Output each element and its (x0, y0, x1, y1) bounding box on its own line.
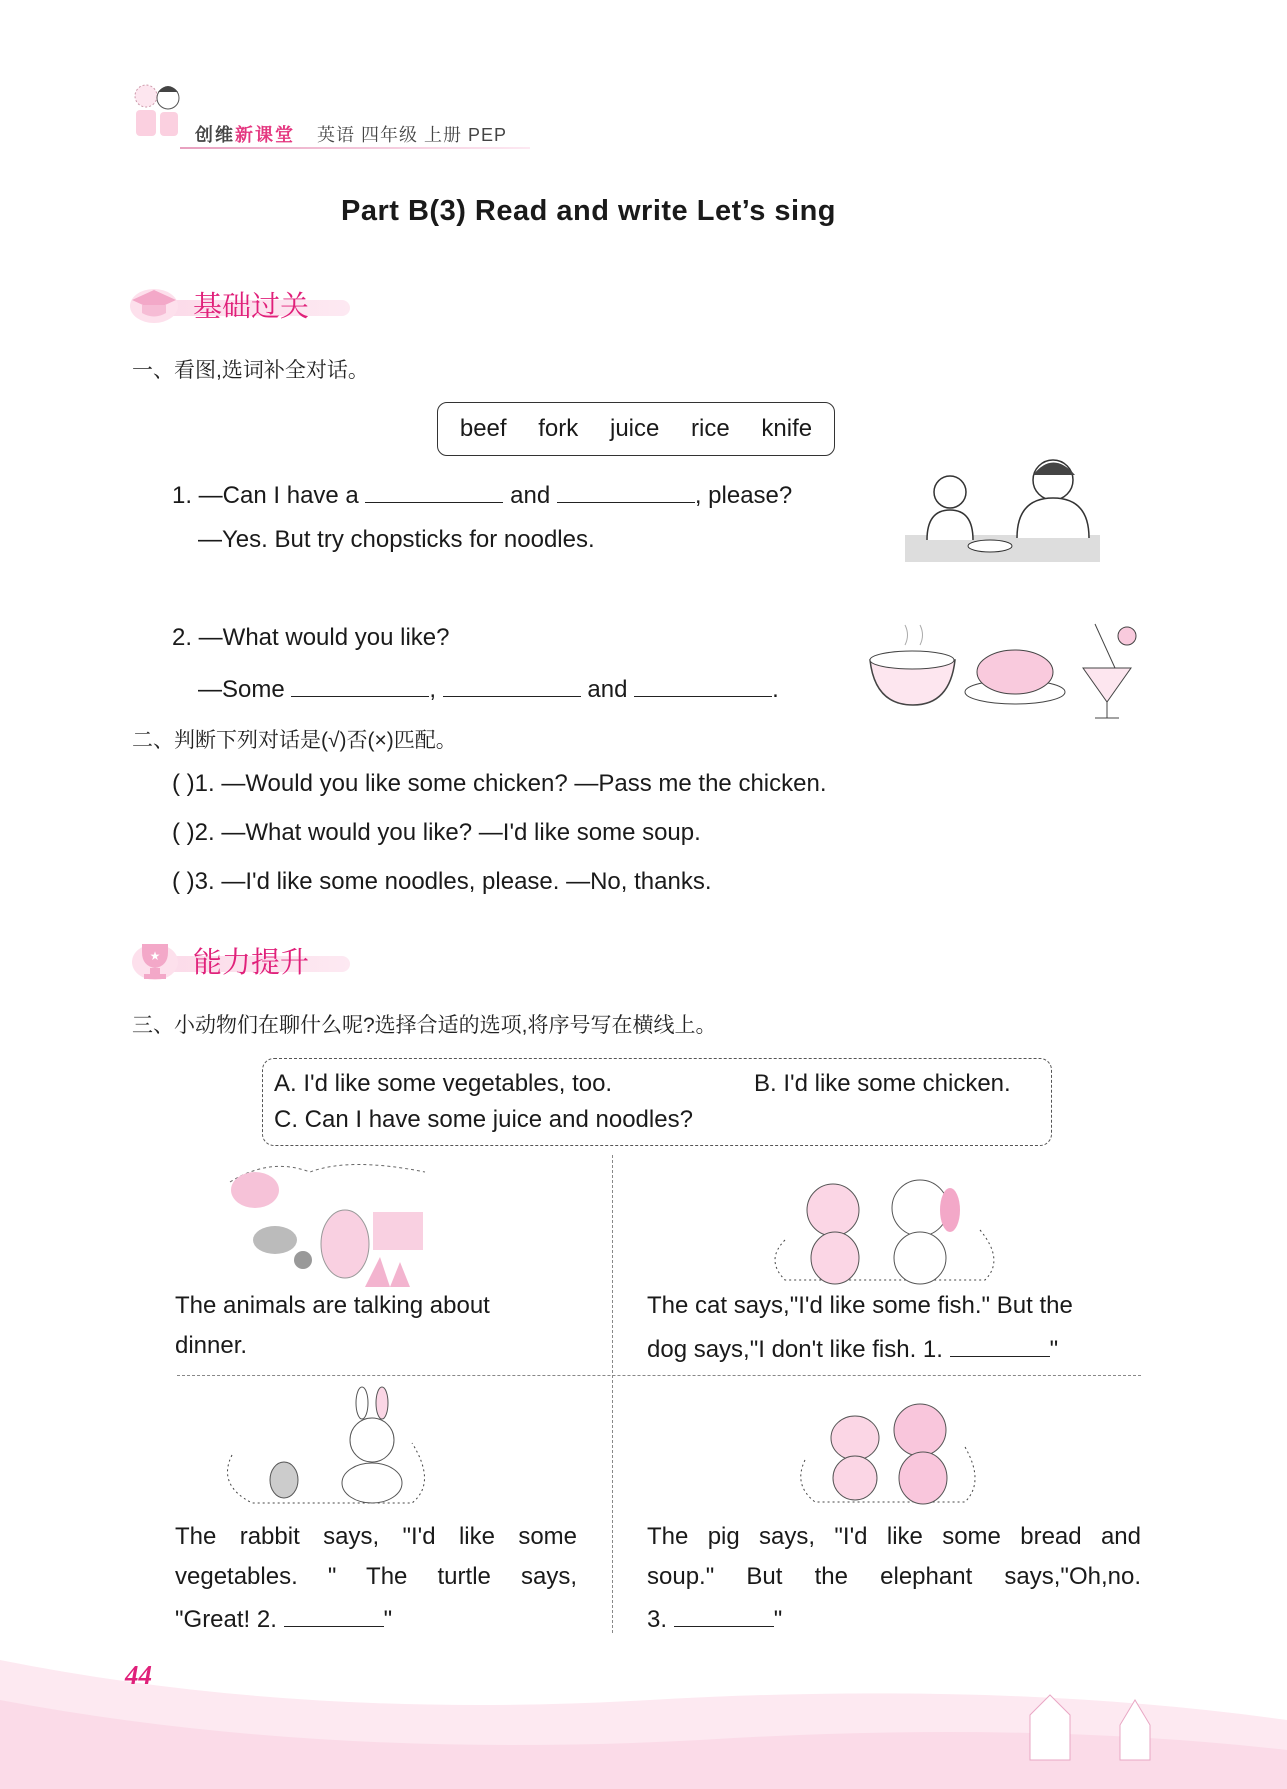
svg-text:★: ★ (149, 949, 161, 963)
panel3-line: The rabbit says, "I'd like some (175, 1523, 577, 1550)
panel1-line: The animals are talking about (175, 1292, 490, 1319)
dining-illustration (905, 450, 1100, 562)
food-illustration (865, 610, 1140, 722)
blank[interactable] (557, 478, 695, 503)
panel3-line: vegetables. " The turtle says, (175, 1563, 577, 1590)
animals-dinner-illustration (225, 1162, 430, 1287)
panel4-line: soup." But the elephant says,"Oh,no. (647, 1563, 1141, 1590)
word: rice (691, 415, 730, 442)
q1-item1-line2: —Yes. But try chopsticks for noodles. (198, 526, 595, 553)
word: beef (459, 415, 507, 442)
grid-divider-vertical (612, 1155, 613, 1633)
q1-instruction: 一、看图,选词补全对话。 (132, 359, 369, 382)
blank[interactable] (634, 672, 772, 697)
header-underline (180, 147, 530, 149)
word: juice (609, 415, 660, 442)
answer-blank-1[interactable] (950, 1332, 1050, 1357)
section-heading-improve: 能力提升 (193, 947, 310, 979)
cat-dog-illustration (765, 1170, 1005, 1285)
grid-divider-horizontal (177, 1375, 1141, 1376)
word: fork (538, 415, 579, 442)
header-brand: 创维新课堂 (195, 125, 295, 145)
panel4-line: The pig says, "I'd like some bread and (647, 1523, 1141, 1550)
rabbit-turtle-illustration (222, 1385, 437, 1510)
panel1-line: dinner. (175, 1332, 248, 1359)
q1-item2-line1: 2. —What would you like? (172, 624, 450, 651)
blank[interactable] (291, 672, 429, 697)
section-heading-basics: 基础过关 (193, 291, 310, 323)
answer-blank-2[interactable] (284, 1602, 384, 1627)
q2-item: ( )2. —What would you like? —I'd like some soup. (172, 819, 701, 846)
option-a: A. I'd like some vegetables, too. (274, 1070, 613, 1097)
panel4-line: 3. " (647, 1602, 782, 1634)
header-subtitle: 英语 四年级 上册 PEP (317, 125, 508, 145)
page-title: Part B(3) Read and write Let’s sing (341, 195, 837, 227)
trophy-icon (130, 936, 180, 984)
footer-wave (0, 1640, 1287, 1789)
graduation-cap-icon (128, 280, 180, 324)
q2-instruction: 二、判断下列对话是(√)否(×)匹配。 (132, 729, 457, 752)
blank[interactable] (443, 672, 581, 697)
q2-item: ( )3. —I'd like some noodles, please. —No, thanks. (172, 868, 712, 895)
answer-blank-3[interactable] (674, 1602, 774, 1627)
pig-elephant-illustration (795, 1390, 985, 1505)
panel2-line: dog says,"I don't like fish. 1. " (647, 1332, 1058, 1364)
blank[interactable] (365, 478, 503, 503)
children-illustration (128, 80, 188, 152)
q1-item1-line1: 1. —Can I have a and , please? (172, 478, 792, 510)
q3-instruction: 三、小动物们在聊什么呢?选择合适的选项,将序号写在横线上。 (132, 1014, 717, 1037)
option-c: C. Can I have some juice and noodles? (274, 1106, 693, 1133)
q2-item: ( )1. —Would you like some chicken? —Pass me the chicken. (172, 770, 827, 797)
panel2-line: The cat says,"I'd like some fish." But the (647, 1292, 1073, 1319)
word: knife (761, 415, 813, 442)
panel3-line: "Great! 2. " (175, 1602, 392, 1634)
page-number: 44 (125, 1660, 152, 1690)
q1-item2-line2: —Some , and . (198, 672, 779, 704)
option-b: B. I'd like some chicken. (754, 1070, 1011, 1097)
word-bank (437, 402, 835, 456)
